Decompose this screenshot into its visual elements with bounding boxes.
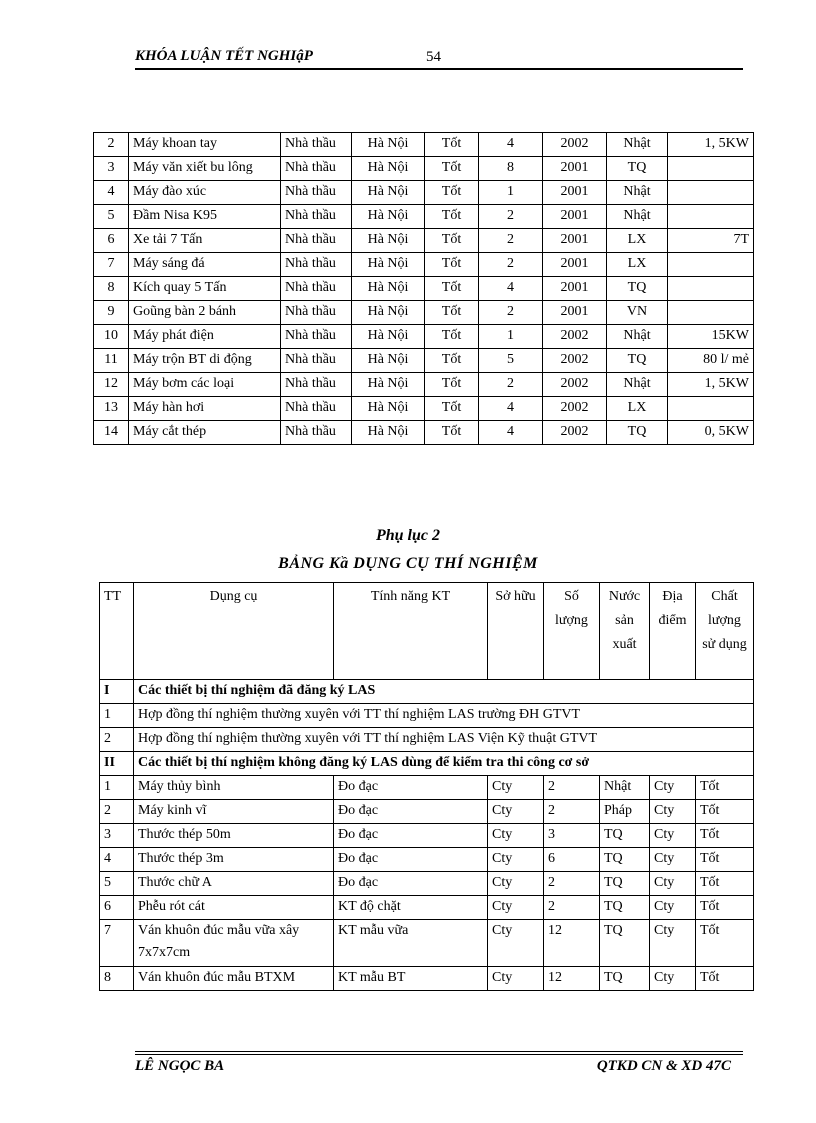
quality: Tốt: [696, 848, 754, 872]
equipment-table: [93, 132, 754, 445]
capacity: 1, 5KW: [668, 133, 754, 157]
row-number: 4: [100, 848, 134, 872]
location: Hà Nội: [352, 229, 425, 253]
table-row: [94, 325, 754, 349]
origin: LX: [607, 229, 668, 253]
table-row: [94, 229, 754, 253]
table-row: [100, 824, 754, 848]
quality: Tốt: [696, 920, 754, 967]
origin: Nhật: [607, 373, 668, 397]
quantity: 2: [544, 896, 600, 920]
quantity: 2: [479, 373, 543, 397]
row-number: 6: [94, 229, 129, 253]
owner: Nhà thầu: [281, 205, 352, 229]
origin: TQ: [600, 872, 650, 896]
status: Tốt: [425, 373, 479, 397]
col-header-location: Địa điểm: [650, 583, 696, 680]
feature: Đo đạc: [334, 776, 488, 800]
ownership: Cty: [488, 920, 544, 967]
owner: Nhà thầu: [281, 157, 352, 181]
row-number: 11: [94, 349, 129, 373]
year: 2001: [543, 205, 607, 229]
quantity: 4: [479, 277, 543, 301]
owner: Nhà thầu: [281, 253, 352, 277]
row-number: 5: [100, 872, 134, 896]
capacity: [668, 181, 754, 205]
ownership: Cty: [488, 896, 544, 920]
quality: Tốt: [696, 800, 754, 824]
row-number: 5: [94, 205, 129, 229]
year: 2001: [543, 277, 607, 301]
row-number: 1: [100, 704, 134, 728]
quantity: 3: [544, 824, 600, 848]
quantity: 2: [544, 776, 600, 800]
row-number: 8: [94, 277, 129, 301]
table-row: [94, 373, 754, 397]
origin: TQ: [600, 824, 650, 848]
machine-name: Máy bơm các loại: [129, 373, 281, 397]
quality: Tốt: [696, 967, 754, 991]
table-row: [94, 253, 754, 277]
location: Cty: [650, 848, 696, 872]
status: Tốt: [425, 205, 479, 229]
feature: KT mẫu vữa: [334, 920, 488, 967]
owner: Nhà thầu: [281, 301, 352, 325]
section-title: Các thiết bị thí nghiệm không đăng ký LAS dùng để kiểm tra thi công cơ sở: [134, 752, 754, 776]
quantity: 6: [544, 848, 600, 872]
row-number: 12: [94, 373, 129, 397]
quantity: 1: [479, 181, 543, 205]
feature: KT mẫu BT: [334, 967, 488, 991]
quantity: 2: [479, 229, 543, 253]
location: Hà Nội: [352, 133, 425, 157]
machine-name: Kích quay 5 Tấn: [129, 277, 281, 301]
col-header-origin: Nước sản xuất: [600, 583, 650, 680]
table-row: [100, 872, 754, 896]
machine-name: Goũng bàn 2 bánh: [129, 301, 281, 325]
row-number: 2: [94, 133, 129, 157]
origin: LX: [607, 397, 668, 421]
location: Hà Nội: [352, 421, 425, 445]
location: Hà Nội: [352, 181, 425, 205]
machine-name: Xe tải 7 Tấn: [129, 229, 281, 253]
ownership: Cty: [488, 848, 544, 872]
machine-name: Máy trộn BT di động: [129, 349, 281, 373]
machine-name: Máy phát điện: [129, 325, 281, 349]
owner: Nhà thầu: [281, 397, 352, 421]
capacity: [668, 301, 754, 325]
feature: Đo đạc: [334, 824, 488, 848]
quantity: 4: [479, 133, 543, 157]
col-header-quality: Chất lượng sử dụng: [696, 583, 754, 680]
ownership: Cty: [488, 872, 544, 896]
page-header: [135, 48, 743, 68]
origin: Nhật: [607, 205, 668, 229]
year: 2002: [543, 421, 607, 445]
status: Tốt: [425, 229, 479, 253]
table-row: [100, 967, 754, 991]
location: Cty: [650, 776, 696, 800]
location: Hà Nội: [352, 373, 425, 397]
owner: Nhà thầu: [281, 325, 352, 349]
table-row: [94, 397, 754, 421]
quantity: 4: [479, 421, 543, 445]
owner: Nhà thầu: [281, 421, 352, 445]
owner: Nhà thầu: [281, 181, 352, 205]
row-number: 9: [94, 301, 129, 325]
machine-name: Máy sáng đá: [129, 253, 281, 277]
quality: Tốt: [696, 824, 754, 848]
status: Tốt: [425, 301, 479, 325]
location: Cty: [650, 896, 696, 920]
table-row: [100, 728, 754, 752]
year: 2001: [543, 181, 607, 205]
capacity: [668, 397, 754, 421]
location: Hà Nội: [352, 301, 425, 325]
location: Hà Nội: [352, 397, 425, 421]
feature: Đo đạc: [334, 800, 488, 824]
section-title: Các thiết bị thí nghiệm đã đăng ký LAS: [134, 680, 754, 704]
location: Hà Nội: [352, 349, 425, 373]
machine-name: Máy văn xiết bu lông: [129, 157, 281, 181]
table-row: [100, 920, 754, 967]
capacity: [668, 205, 754, 229]
quantity: 12: [544, 920, 600, 967]
owner: Nhà thầu: [281, 133, 352, 157]
author-name: LÊ NGỌC BA: [135, 1058, 225, 1074]
thesis-title: KHÓA LUẬN TẾT NGHIậP: [135, 48, 313, 64]
row-number: 7: [100, 920, 134, 967]
status: Tốt: [425, 397, 479, 421]
origin: TQ: [600, 967, 650, 991]
row-number: 1: [100, 776, 134, 800]
capacity: [668, 277, 754, 301]
quantity: 8: [479, 157, 543, 181]
ownership: Cty: [488, 824, 544, 848]
location: Hà Nội: [352, 157, 425, 181]
table-row: [94, 421, 754, 445]
col-header-tt: TT: [100, 583, 134, 680]
tool-name: Máy kinh vĩ: [134, 800, 334, 824]
origin: TQ: [607, 349, 668, 373]
machine-name: Đầm Nisa K95: [129, 205, 281, 229]
table-row: [100, 896, 754, 920]
capacity: 0, 5KW: [668, 421, 754, 445]
year: 2001: [543, 229, 607, 253]
tool-name: Ván khuôn đúc mẫu BTXM: [134, 967, 334, 991]
lab-equipment-table: [99, 582, 754, 991]
origin: Nhật: [607, 325, 668, 349]
location: Cty: [650, 920, 696, 967]
class-code: QTKD CN & XD 47C: [596, 1058, 731, 1074]
header-rule: [135, 68, 743, 70]
origin: Nhật: [607, 133, 668, 157]
origin: TQ: [607, 277, 668, 301]
origin: TQ: [600, 896, 650, 920]
tool-name: Ván khuôn đúc mẫu vữa xây 7x7x7cm: [134, 920, 334, 967]
status: Tốt: [425, 349, 479, 373]
row-number: 14: [94, 421, 129, 445]
machine-name: Máy hàn hơi: [129, 397, 281, 421]
quality: Tốt: [696, 872, 754, 896]
page-number: 54: [426, 49, 441, 65]
row-number: 2: [100, 800, 134, 824]
appendix-title: BẢNG Kầ DỤNG CỤ THÍ NGHIỆM: [278, 555, 538, 572]
location: Hà Nội: [352, 253, 425, 277]
col-header-quantity: Số lượng: [544, 583, 600, 680]
ownership: Cty: [488, 967, 544, 991]
table-row: [100, 800, 754, 824]
table-row: [94, 277, 754, 301]
footer-rule: [135, 1054, 743, 1055]
year: 2002: [543, 349, 607, 373]
row-number: 2: [100, 728, 134, 752]
quantity: 4: [479, 397, 543, 421]
year: 2001: [543, 157, 607, 181]
lab-header-row: [100, 583, 754, 680]
origin: VN: [607, 301, 668, 325]
feature: Đo đạc: [334, 848, 488, 872]
table-row: [94, 157, 754, 181]
location: Hà Nội: [352, 205, 425, 229]
page-footer: [135, 1058, 743, 1078]
location: Cty: [650, 824, 696, 848]
owner: Nhà thầu: [281, 373, 352, 397]
location: Cty: [650, 967, 696, 991]
location: Cty: [650, 872, 696, 896]
feature: Đo đạc: [334, 872, 488, 896]
quantity: 2: [479, 205, 543, 229]
feature: KT độ chặt: [334, 896, 488, 920]
machine-name: Máy khoan tay: [129, 133, 281, 157]
quantity: 12: [544, 967, 600, 991]
location: Cty: [650, 800, 696, 824]
status: Tốt: [425, 181, 479, 205]
status: Tốt: [425, 253, 479, 277]
quantity: 2: [544, 800, 600, 824]
machine-name: Máy đào xúc: [129, 181, 281, 205]
row-number: 4: [94, 181, 129, 205]
table-row: [94, 205, 754, 229]
capacity: [668, 157, 754, 181]
origin: TQ: [607, 157, 668, 181]
year: 2001: [543, 301, 607, 325]
capacity: 15KW: [668, 325, 754, 349]
table-row: [100, 848, 754, 872]
quantity: 2: [544, 872, 600, 896]
year: 2001: [543, 253, 607, 277]
ownership: Cty: [488, 776, 544, 800]
year: 2002: [543, 373, 607, 397]
origin: LX: [607, 253, 668, 277]
footer-rule: [135, 1051, 743, 1052]
status: Tốt: [425, 421, 479, 445]
col-header-tool: Dụng cụ: [134, 583, 334, 680]
row-number: 7: [94, 253, 129, 277]
section-row: [100, 752, 754, 776]
origin: Nhật: [607, 181, 668, 205]
row-number: 3: [100, 824, 134, 848]
tool-name: Thước chữ A: [134, 872, 334, 896]
row-number: 6: [100, 896, 134, 920]
origin: TQ: [607, 421, 668, 445]
section-row: [100, 680, 754, 704]
owner: Nhà thầu: [281, 349, 352, 373]
owner: Nhà thầu: [281, 229, 352, 253]
capacity: 80 l/ mẻ: [668, 349, 754, 373]
machine-name: Máy cắt thép: [129, 421, 281, 445]
row-number: 10: [94, 325, 129, 349]
row-number: 13: [94, 397, 129, 421]
table-row: [100, 776, 754, 800]
table-row: [94, 301, 754, 325]
table-row: [94, 349, 754, 373]
tool-name: Thước thép 3m: [134, 848, 334, 872]
table-row: [94, 181, 754, 205]
origin: Pháp: [600, 800, 650, 824]
status: Tốt: [425, 277, 479, 301]
table-row: [94, 133, 754, 157]
col-header-feature: Tính năng KT: [334, 583, 488, 680]
location: Hà Nội: [352, 277, 425, 301]
quantity: 2: [479, 301, 543, 325]
row-number: 8: [100, 967, 134, 991]
origin: Nhật: [600, 776, 650, 800]
tool-name: Máy thủy bình: [134, 776, 334, 800]
appendix-label: Phụ lục 2: [375, 527, 440, 544]
quantity: 2: [479, 253, 543, 277]
ownership: Cty: [488, 800, 544, 824]
section-number: I: [100, 680, 134, 704]
col-header-ownership: Sở hữu: [488, 583, 544, 680]
year: 2002: [543, 325, 607, 349]
tool-name: Thước thép 50m: [134, 824, 334, 848]
capacity: 7T: [668, 229, 754, 253]
row-text: Hợp đồng thí nghiệm thường xuyên với TT thí nghiệm LAS trường ĐH GTVT: [134, 704, 754, 728]
status: Tốt: [425, 325, 479, 349]
year: 2002: [543, 397, 607, 421]
quantity: 1: [479, 325, 543, 349]
tool-name: Phễu rót cát: [134, 896, 334, 920]
quality: Tốt: [696, 776, 754, 800]
year: 2002: [543, 133, 607, 157]
status: Tốt: [425, 157, 479, 181]
section-number: II: [100, 752, 134, 776]
status: Tốt: [425, 133, 479, 157]
row-text: Hợp đồng thí nghiệm thường xuyên với TT thí nghiệm LAS Viện Kỹ thuật GTVT: [134, 728, 754, 752]
owner: Nhà thầu: [281, 277, 352, 301]
location: Hà Nội: [352, 325, 425, 349]
capacity: 1, 5KW: [668, 373, 754, 397]
row-number: 3: [94, 157, 129, 181]
capacity: [668, 253, 754, 277]
origin: TQ: [600, 848, 650, 872]
quantity: 5: [479, 349, 543, 373]
origin: TQ: [600, 920, 650, 967]
quality: Tốt: [696, 896, 754, 920]
table-row: [100, 704, 754, 728]
